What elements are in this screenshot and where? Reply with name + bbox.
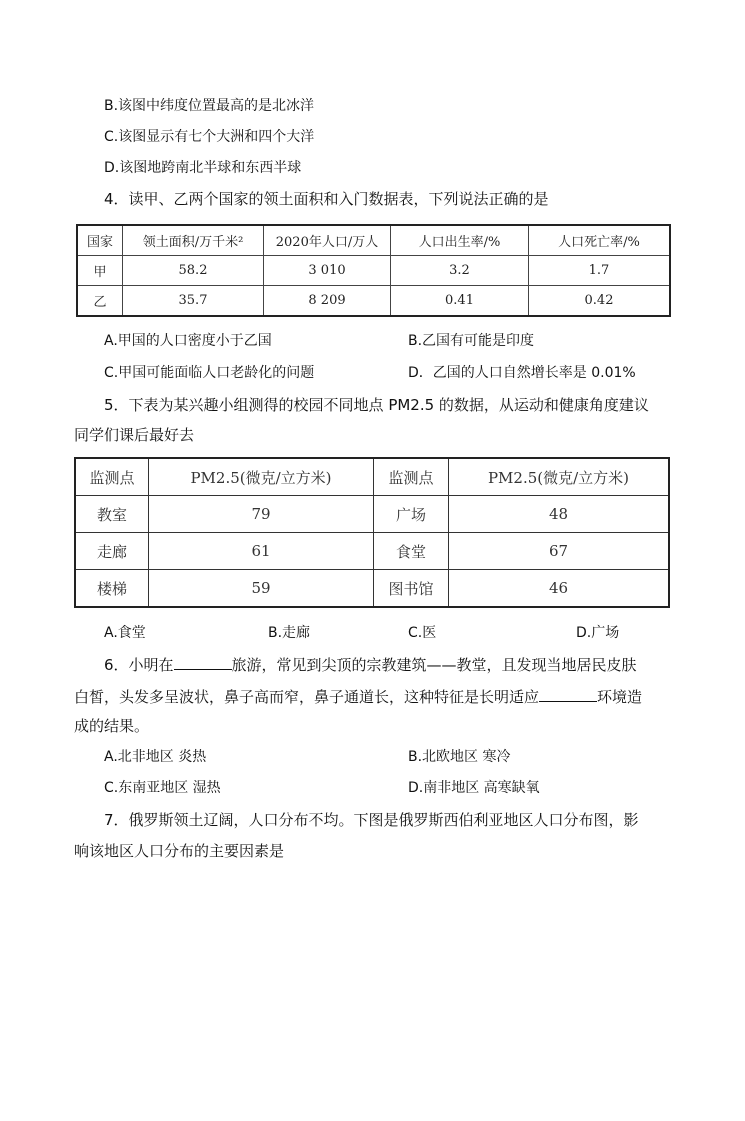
q4-table xyxy=(76,224,671,317)
answer-blank xyxy=(174,655,232,670)
table-cell: 广场 xyxy=(374,496,449,533)
table-cell: 59 xyxy=(149,570,374,608)
q5-table xyxy=(74,457,670,608)
table-cell: 3 010 xyxy=(264,256,391,286)
q6-stem-line3: 成的结果。 xyxy=(74,717,150,735)
table-cell: 35.7 xyxy=(123,286,264,317)
q6-option-c: C.东南亚地区 湿热 xyxy=(104,780,221,796)
q3-option-c: C.该图显示有七个大洲和四个大洋 xyxy=(104,129,315,145)
table-row xyxy=(75,533,669,570)
q6-text: 环境造 xyxy=(597,688,643,706)
q4-option-a: A.甲国的人口密度小于乙国 xyxy=(104,333,272,349)
table-cell: 79 xyxy=(149,496,374,533)
q6-option-a: A.北非地区 炎热 xyxy=(104,749,207,765)
q5-stem-line1: 5．下表为某兴趣小组测得的校园不同地点 PM2.5 的数据，从运动和健康角度建议 xyxy=(104,396,649,414)
q5-option-c: C.医 xyxy=(408,625,437,641)
q3-option-b: B.该图中纬度位置最高的是北冰洋 xyxy=(104,98,315,114)
table-header-cell: 监测点 xyxy=(75,458,149,496)
table-cell: 1.7 xyxy=(529,256,671,286)
q5-option-b: B.走廊 xyxy=(268,625,311,641)
table-cell: 8 209 xyxy=(264,286,391,317)
table-cell: 67 xyxy=(449,533,670,570)
answer-blank xyxy=(539,687,597,702)
table-header-cell: 国家 xyxy=(77,225,123,256)
table-row xyxy=(77,286,670,317)
table-cell: 食堂 xyxy=(374,533,449,570)
table-header-cell: 2020年人口/万人 xyxy=(264,225,391,256)
q7-stem-line1: 7．俄罗斯领土辽阔，人口分布不均。下图是俄罗斯西伯利亚地区人口分布图，影 xyxy=(104,811,639,829)
q6-option-d: D.南非地区 高寒缺氧 xyxy=(408,780,540,796)
table-cell: 0.42 xyxy=(529,286,671,317)
table-header-row xyxy=(77,225,670,256)
q6-option-b: B.北欧地区 寒冷 xyxy=(408,749,511,765)
table-cell: 61 xyxy=(149,533,374,570)
table-header-cell: 人口死亡率/% xyxy=(529,225,671,256)
table-header-cell: PM2.5(微克/立方米) xyxy=(149,458,374,496)
table-cell: 甲 xyxy=(77,256,123,286)
q6-text: 白皙，头发多呈波状，鼻子高而窄，鼻子通道长，这种特征是长明适应 xyxy=(74,688,540,706)
table-row xyxy=(75,570,669,608)
table-cell: 3.2 xyxy=(391,256,529,286)
table-header-cell: 监测点 xyxy=(374,458,449,496)
q5-option-a: A.食堂 xyxy=(104,625,146,641)
q6-text: 6．小明在 xyxy=(104,656,174,674)
table-header-row xyxy=(75,458,669,496)
q6-text: 旅游，常见到尖顶的宗教建筑——教堂，且发现当地居民皮肤 xyxy=(231,656,637,674)
q4-option-d: D．乙国的人口自然增长率是 0.01% xyxy=(408,365,636,381)
table-header-cell: 人口出生率/% xyxy=(391,225,529,256)
table-cell: 48 xyxy=(449,496,670,533)
q4-stem: 4．读甲、乙两个国家的领土面积和入门数据表，下列说法正确的是 xyxy=(104,190,549,208)
q6-stem-line2 xyxy=(74,687,642,707)
table-cell: 图书馆 xyxy=(374,570,449,608)
table-cell: 乙 xyxy=(77,286,123,317)
table-header-cell: PM2.5(微克/立方米) xyxy=(449,458,670,496)
table-header-cell: 领土面积/万千米² xyxy=(123,225,264,256)
q5-option-d: D.广场 xyxy=(576,625,620,641)
table-row xyxy=(77,256,670,286)
q7-stem-line2: 响该地区人口分布的主要因素是 xyxy=(74,842,285,860)
table-cell: 楼梯 xyxy=(75,570,149,608)
table-row xyxy=(75,496,669,533)
table-cell: 走廊 xyxy=(75,533,149,570)
q6-stem-line1 xyxy=(104,655,637,675)
q3-option-d: D.该图地跨南北半球和东西半球 xyxy=(104,160,302,176)
q4-option-c: C.甲国可能面临人口老龄化的问题 xyxy=(104,365,315,381)
q5-stem-line2: 同学们课后最好去 xyxy=(74,426,195,444)
q4-option-b: B.乙国有可能是印度 xyxy=(408,333,535,349)
table-cell: 58.2 xyxy=(123,256,264,286)
table-cell: 教室 xyxy=(75,496,149,533)
table-cell: 46 xyxy=(449,570,670,608)
table-cell: 0.41 xyxy=(391,286,529,317)
